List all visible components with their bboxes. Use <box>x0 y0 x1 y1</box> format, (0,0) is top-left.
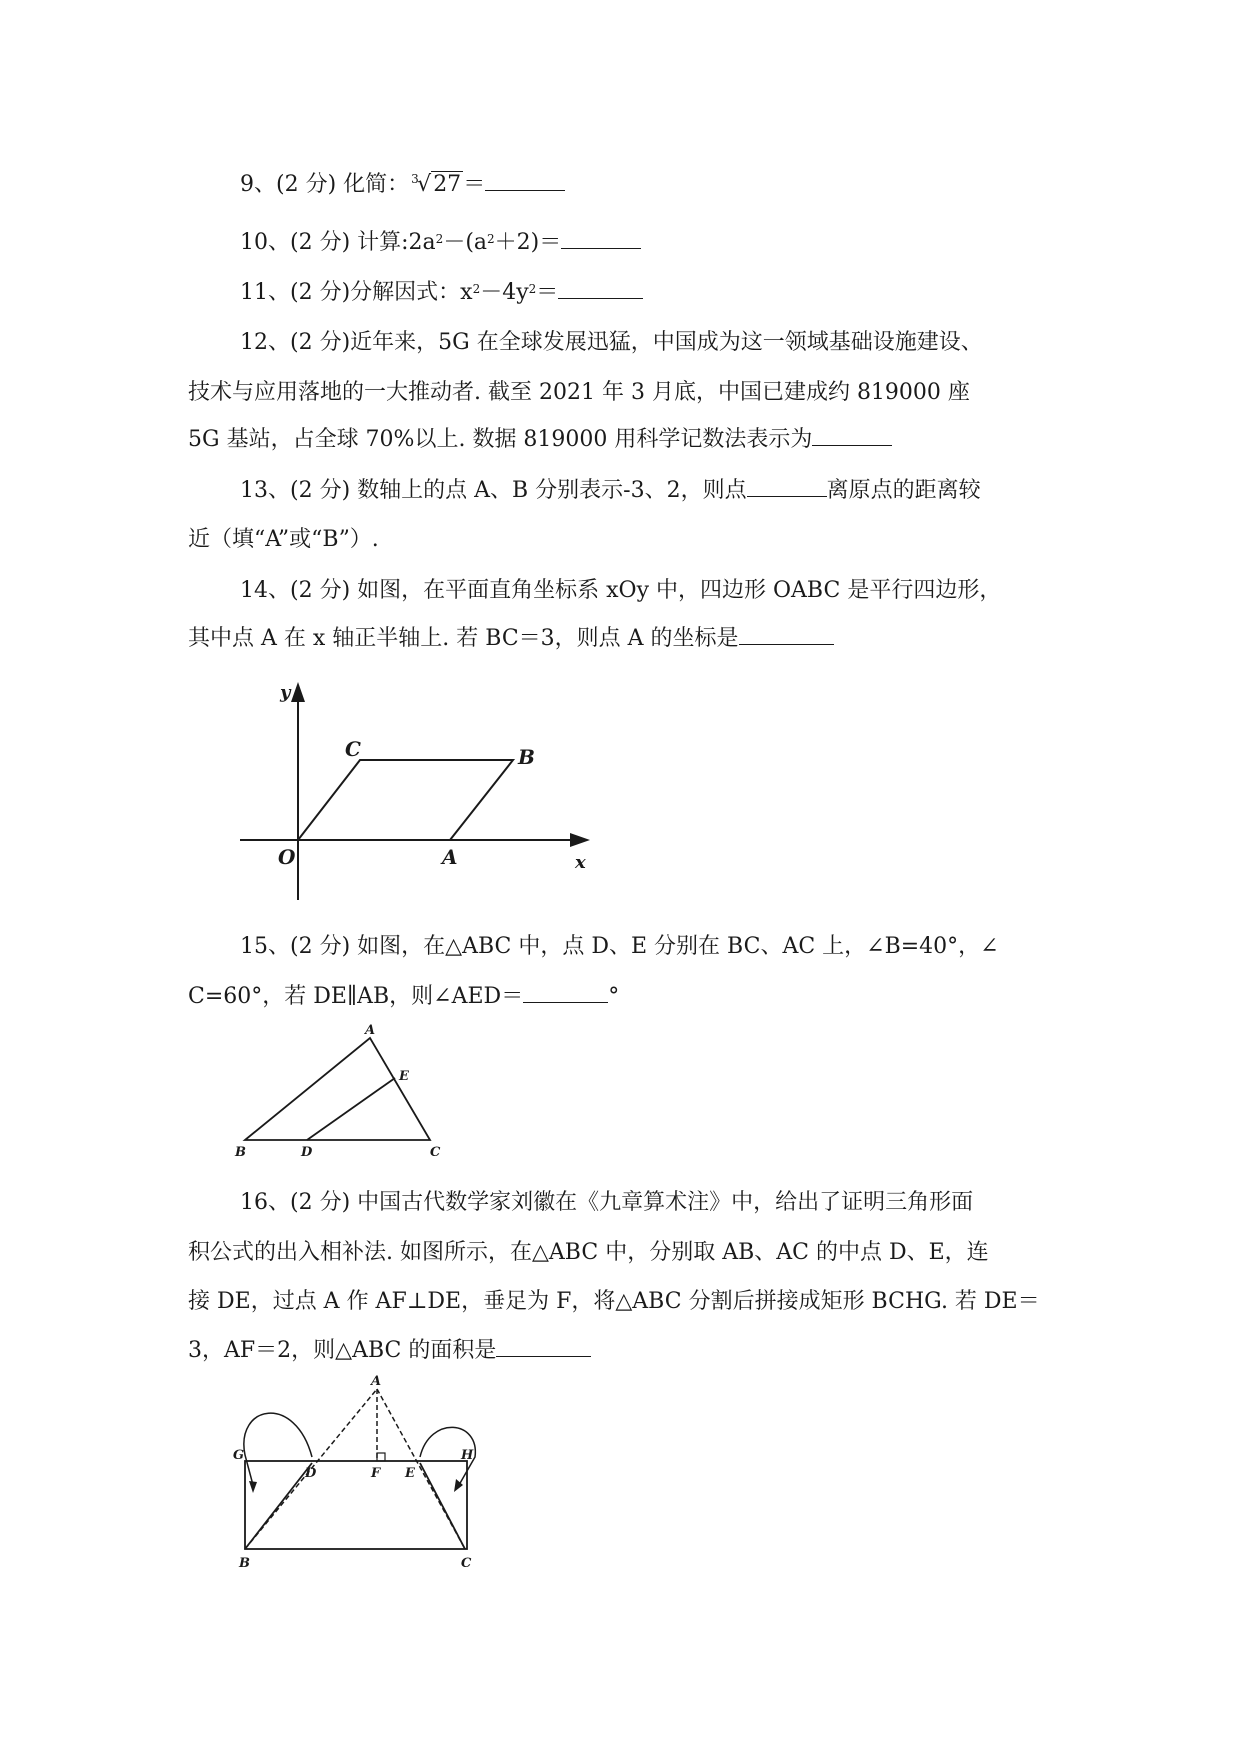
q10-text-b: －(a <box>443 230 488 255</box>
radicand: 27 <box>433 172 462 197</box>
question-16-line-2: 积公式的出入相补法. 如图所示，在△ABC 中，分别取 AB、AC 的中点 D、E，连 <box>188 1240 989 1265</box>
label-A: A <box>371 1375 382 1389</box>
label-C: C <box>430 1145 441 1160</box>
question-15-line-2 <box>188 982 619 1012</box>
question-16-line-1: 16、(2 分) 中国古代数学家刘徽在《九章算术注》中，给出了证明三角形面 <box>240 1190 974 1215</box>
label-F: F <box>371 1466 381 1481</box>
question-13-line-1 <box>240 476 981 506</box>
question-14-line-2 <box>188 624 834 654</box>
figure-15-triangle <box>225 1020 465 1160</box>
q11-text-b: －4y <box>480 280 529 305</box>
figure-14-parallelogram <box>230 670 610 910</box>
answer-blank-13[interactable] <box>747 476 827 497</box>
y-axis-arrow <box>291 682 305 702</box>
q11-text-a: 11、(2 分)分解因式：x <box>240 280 473 305</box>
segment-EC-solid <box>420 1463 465 1549</box>
question-15-line-1: 15、(2 分) 如图，在△ABC 中，点 D、E 分别在 BC、AC 上，∠B=40°，∠ <box>240 934 999 959</box>
q11-text-c: ＝ <box>536 280 559 305</box>
label-x: x <box>575 852 586 873</box>
label-G: G <box>233 1448 245 1463</box>
arc-arrow-left <box>249 1481 257 1493</box>
label-D: D <box>301 1145 313 1160</box>
radical-sign: √ <box>417 172 432 197</box>
question-9 <box>240 170 565 200</box>
q11-exponent-1: 2 <box>472 282 481 296</box>
answer-blank-15[interactable] <box>523 982 608 1003</box>
q16-line-4-text: 3，AF＝2，则△ABC 的面积是 <box>188 1338 497 1363</box>
q13-line-1-text-b: 离原点的距离较 <box>826 478 981 503</box>
q15-degree-sign: ° <box>608 984 620 1009</box>
q10-text-c: ＋2)＝ <box>494 230 562 255</box>
question-13-line-2: 近（填“A”或“B”）. <box>188 527 379 552</box>
q10-text-a: 10、(2 分) 计算:2a <box>240 230 436 255</box>
q14-line-2-text: 其中点 A 在 x 轴正半轴上. 若 BC＝3，则点 A 的坐标是 <box>188 626 739 651</box>
question-12-line-2: 技术与应用落地的一大推动者. 截至 2021 年 3 月底，中国已建成约 819000 座 <box>188 380 970 405</box>
label-H: H <box>461 1448 474 1463</box>
root-index: 3 <box>411 172 419 186</box>
right-angle-marker <box>377 1453 385 1461</box>
label-C: C <box>345 737 361 761</box>
rotation-arc-left <box>244 1413 312 1485</box>
q15-line-2-text: C=60°，若 DE∥AB，则∠AED＝ <box>188 984 524 1009</box>
label-y: y <box>280 682 291 703</box>
question-14-line-1: 14、(2 分) 如图，在平面直角坐标系 xOy 中，四边形 OABC 是平行四边形， <box>240 578 1002 603</box>
question-12-line-3 <box>188 425 892 455</box>
question-16-line-3: 接 DE，过点 A 作 AF⊥DE，垂足为 F，将△ABC 分割后拼接成矩形 BCHG. 若 DE＝ <box>188 1289 1040 1314</box>
answer-blank-10[interactable] <box>561 228 641 249</box>
question-11 <box>240 278 643 308</box>
q12-line-3-text: 5G 基站，占全球 70%以上. 数据 819000 用科学记数法表示为 <box>188 427 813 452</box>
label-A: A <box>365 1023 376 1038</box>
answer-blank-14[interactable] <box>739 624 834 645</box>
label-D: D <box>305 1466 317 1481</box>
q9-suffix: ＝ <box>463 172 486 197</box>
label-B: B <box>518 745 535 769</box>
parallelogram-OABC <box>298 760 513 840</box>
q11-exponent-2: 2 <box>528 282 537 296</box>
question-12-line-1: 12、(2 分)近年来，5G 在全球发展迅猛，中国成为这一领域基础设施建设、 <box>240 330 983 355</box>
q13-line-1-text-a: 13、(2 分) 数轴上的点 A、B 分别表示-3、2，则点 <box>240 478 747 503</box>
answer-blank-11[interactable] <box>558 278 643 299</box>
label-E: E <box>405 1466 415 1481</box>
label-B: B <box>239 1556 250 1571</box>
q10-exponent-2: 2 <box>487 232 495 246</box>
segment-BD-solid <box>245 1463 312 1549</box>
question-10 <box>240 228 641 258</box>
label-A: A <box>442 845 458 869</box>
label-O: O <box>278 845 296 869</box>
answer-blank-12[interactable] <box>812 425 892 446</box>
figure-16-rectangle-construction <box>225 1375 495 1575</box>
label-E: E <box>399 1069 409 1084</box>
label-C: C <box>461 1556 472 1571</box>
triangle-ABC <box>245 1038 430 1140</box>
answer-blank-16[interactable] <box>496 1336 591 1357</box>
question-16-line-4 <box>188 1336 591 1366</box>
q9-prefix: 9、(2 分) 化简： <box>240 172 410 197</box>
x-axis-arrow <box>570 833 590 847</box>
answer-blank-9[interactable] <box>485 170 565 191</box>
q10-exponent-1: 2 <box>435 232 444 246</box>
segment-DE <box>307 1078 395 1140</box>
label-B: B <box>235 1145 246 1160</box>
cube-root-expression <box>411 170 463 200</box>
